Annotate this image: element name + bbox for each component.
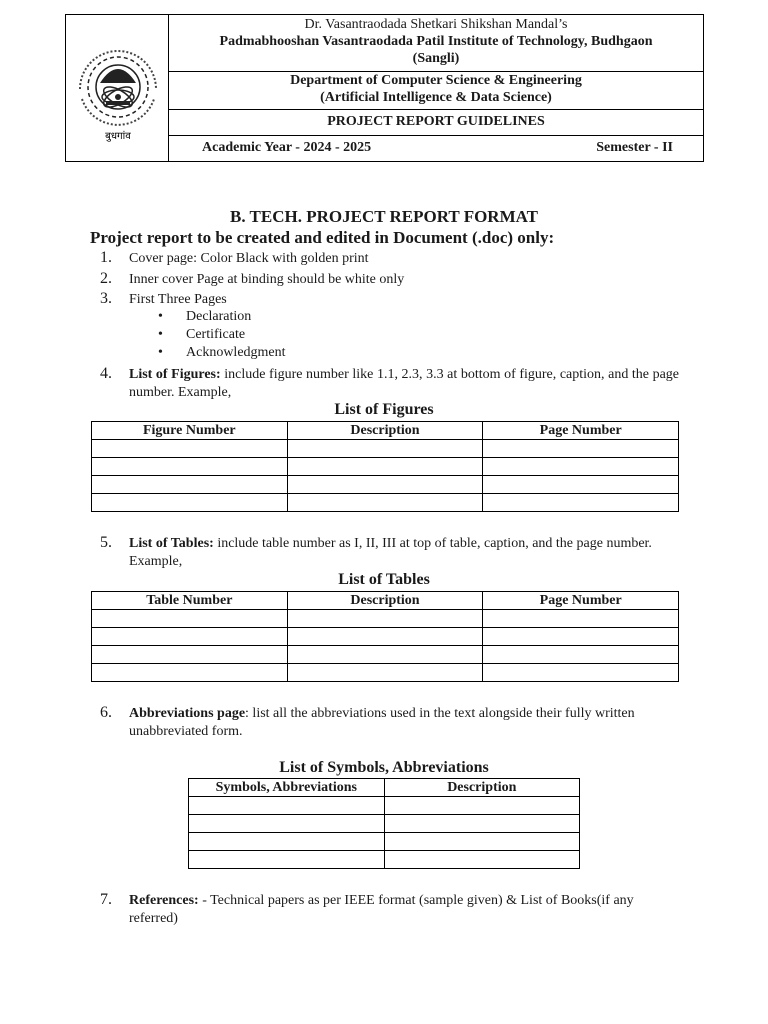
department-line1: Department of Computer Science & Engineering [290,73,582,88]
item-1-text: Cover page: Color Black with golden print [129,251,369,266]
table-row [92,664,679,682]
table-row [92,440,679,458]
department-row [169,71,703,110]
institute-line1: Padmabhooshan Vasantraodada Patil Institute of Technology, Budhgaon [219,34,653,49]
semester: Semester - II [596,140,673,155]
item-4-text [129,366,679,402]
column-header: Description [287,422,483,440]
bullet-icon: • [158,309,163,324]
column-header: Description [384,779,579,797]
column-header: Page Number [483,592,679,610]
item-7-label: References: [129,893,199,908]
table-row [189,815,580,833]
item-6-number: 6. [100,704,112,721]
tables-table-caption: List of Tables [338,571,430,588]
table-row [92,646,679,664]
item-5-label: List of Tables: [129,536,214,551]
department-line2: (Artificial Intelligence & Data Science) [320,90,552,105]
item-1-number: 1. [100,249,112,266]
table-row [189,851,580,869]
figures-table [91,421,679,512]
item-7-number: 7. [100,891,112,908]
institute-name-row [169,15,703,72]
item-2-number: 2. [100,270,112,287]
bullet-icon: • [158,345,163,360]
subheading: Project report to be created and edited in Document (.doc) only: [90,228,555,247]
gear-emblem-icon [66,15,169,161]
item-7-text [129,892,679,928]
item-4-label: List of Figures: [129,367,221,382]
item-6-label: Abbreviations page [129,706,246,721]
item-4-number: 4. [100,365,112,382]
tables-table [91,591,679,682]
symbols-table [188,778,580,869]
figures-table-caption: List of Figures [334,401,434,418]
item-6-body: : list all the abbreviations used in the text alongside their fully written unabbreviated form. [129,706,635,739]
item-3-text: First Three Pages [129,292,227,307]
item-2-text: Inner cover Page at binding should be white only [129,272,405,287]
table-row [189,797,580,815]
item-7-body: - Technical papers as per IEEE format (sample given) & List of Books(if any referred) [129,893,634,926]
item-5-text [129,535,679,571]
bullet-icon: • [158,327,163,342]
table-row [92,458,679,476]
bullet-certificate: Certificate [186,327,246,342]
bullet-declaration: Declaration [186,309,252,324]
table-header-row [92,592,679,610]
doc-title-row [169,109,703,136]
main-heading: B. TECH. PROJECT REPORT FORMAT [230,207,538,226]
item-6-text [129,705,679,741]
institute-logo [66,15,169,161]
column-header: Figure Number [92,422,288,440]
column-header: Description [287,592,483,610]
column-header: Symbols, Abbreviations [189,779,385,797]
year-semester-row [169,135,703,161]
table-row [92,610,679,628]
column-header: Table Number [92,592,288,610]
table-row [92,628,679,646]
doc-title: PROJECT REPORT GUIDELINES [327,114,545,129]
table-row [92,494,679,512]
table-header-row [189,779,580,797]
header-block [65,14,704,162]
table-row [92,476,679,494]
bullet-acknowledgment: Acknowledgment [186,345,286,360]
table-header-row [92,422,679,440]
item-3-number: 3. [100,290,112,307]
column-header: Page Number [483,422,679,440]
institute-line2: (Sangli) [412,51,460,66]
org-line: Dr. Vasantraodada Shetkari Shikshan Mandal’s [304,17,568,32]
item-5-number: 5. [100,534,112,551]
logo-text: बुधगांव [105,131,131,142]
symbols-table-caption: List of Symbols, Abbreviations [279,759,489,776]
item-5-body: include table number as I, II, III at top of table, caption, and the page number. Example, [129,536,652,569]
academic-year: Academic Year - 2024 - 2025 [202,140,372,155]
item-4-body: include figure number like 1.1, 2.3, 3.3 at bottom of figure, caption, and the page number. Example, [129,367,679,400]
table-row [189,833,580,851]
